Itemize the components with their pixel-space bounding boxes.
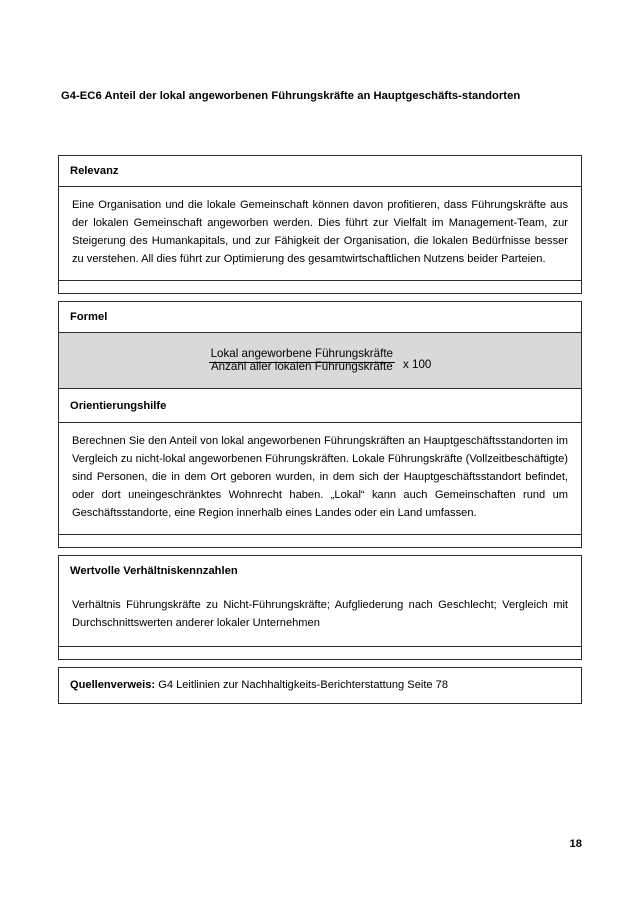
formula-fraction: [209, 347, 395, 373]
source-label: Quellenverweis:: [70, 678, 156, 691]
table-spacer-row: [58, 647, 582, 660]
section-formula: [58, 301, 582, 389]
table-gap: [58, 660, 582, 667]
section-heading-ratios: Wertvolle Verhältniskennzahlen: [70, 564, 238, 577]
table-gap: [58, 294, 582, 301]
section-heading-formula: Formel: [70, 310, 108, 323]
page-number: 18: [569, 838, 582, 850]
section-source: [58, 667, 582, 704]
formula-numerator: Lokal angeworbene Führungskräfte: [209, 347, 395, 363]
source-reference: [59, 668, 581, 703]
section-relevance: [58, 155, 582, 281]
section-ratios: [58, 555, 582, 647]
formula-box: [59, 332, 581, 388]
source-value: G4 Leitlinien zur Nachhaltigkeits-Berichterstattung Seite 78: [158, 678, 449, 691]
table-gap: [58, 548, 582, 555]
formula-multiplier: x 100: [403, 357, 432, 371]
section-body-relevance: Eine Organisation und die lokale Gemeinschaft können davon profitieren, dass Führungskräfte aus der lokalen Gemeinschaft angeworben werden. Dies führt zur Vielfalt im Management-Team, zur Steigerung des Humankapitals, und zur Fähigkeit der Organisation, die lokalen Bedürfnisse besser zu verstehen. All dies führt zur Optimierung des gesamtwirtschaftlichen Nutzens beider Parteien.: [72, 199, 568, 265]
indicator-table: [58, 155, 582, 704]
section-heading-guidance: Orientierungshilfe: [59, 389, 581, 423]
section-body-guidance: Berechnen Sie den Anteil von lokal angeworbenen Führungskräften an Hauptgeschäftsstandorten im Vergleich zu nicht-lokal angeworbenen Führungskräften. Lokale Führungskräfte (Vollzeitbeschäftigte) sind Personen, die in dem Ort geboren wurden, in dem sich der Hauptgeschäftsstandort befindet, oder dort uneingeschränktes Wohnrecht haben. „Lokal“ kann auch Gemeinschaften rund um Geschäftsstandorte, eine Region innerhalb eines Landes oder ein Land umfassen.: [72, 434, 568, 519]
table-spacer-row: [58, 281, 582, 294]
section-heading-relevance: Relevanz: [59, 156, 581, 187]
formula-denominator: Anzahl aller lokalen Führungskräfte: [210, 359, 393, 373]
page-title: G4-EC6 Anteil der lokal angeworbenen Führungskräfte an Hauptgeschäfts-standorten: [61, 90, 521, 102]
section-guidance: [58, 389, 582, 535]
formula-expression: [72, 347, 568, 373]
table-spacer-row: [58, 535, 582, 548]
section-body-ratios: Verhältnis Führungskräfte zu Nicht-Führungskräfte; Aufgliederung nach Geschlecht; Vergleich mit Durchschnittswerten anderer lokaler Unternehmen: [72, 598, 568, 629]
